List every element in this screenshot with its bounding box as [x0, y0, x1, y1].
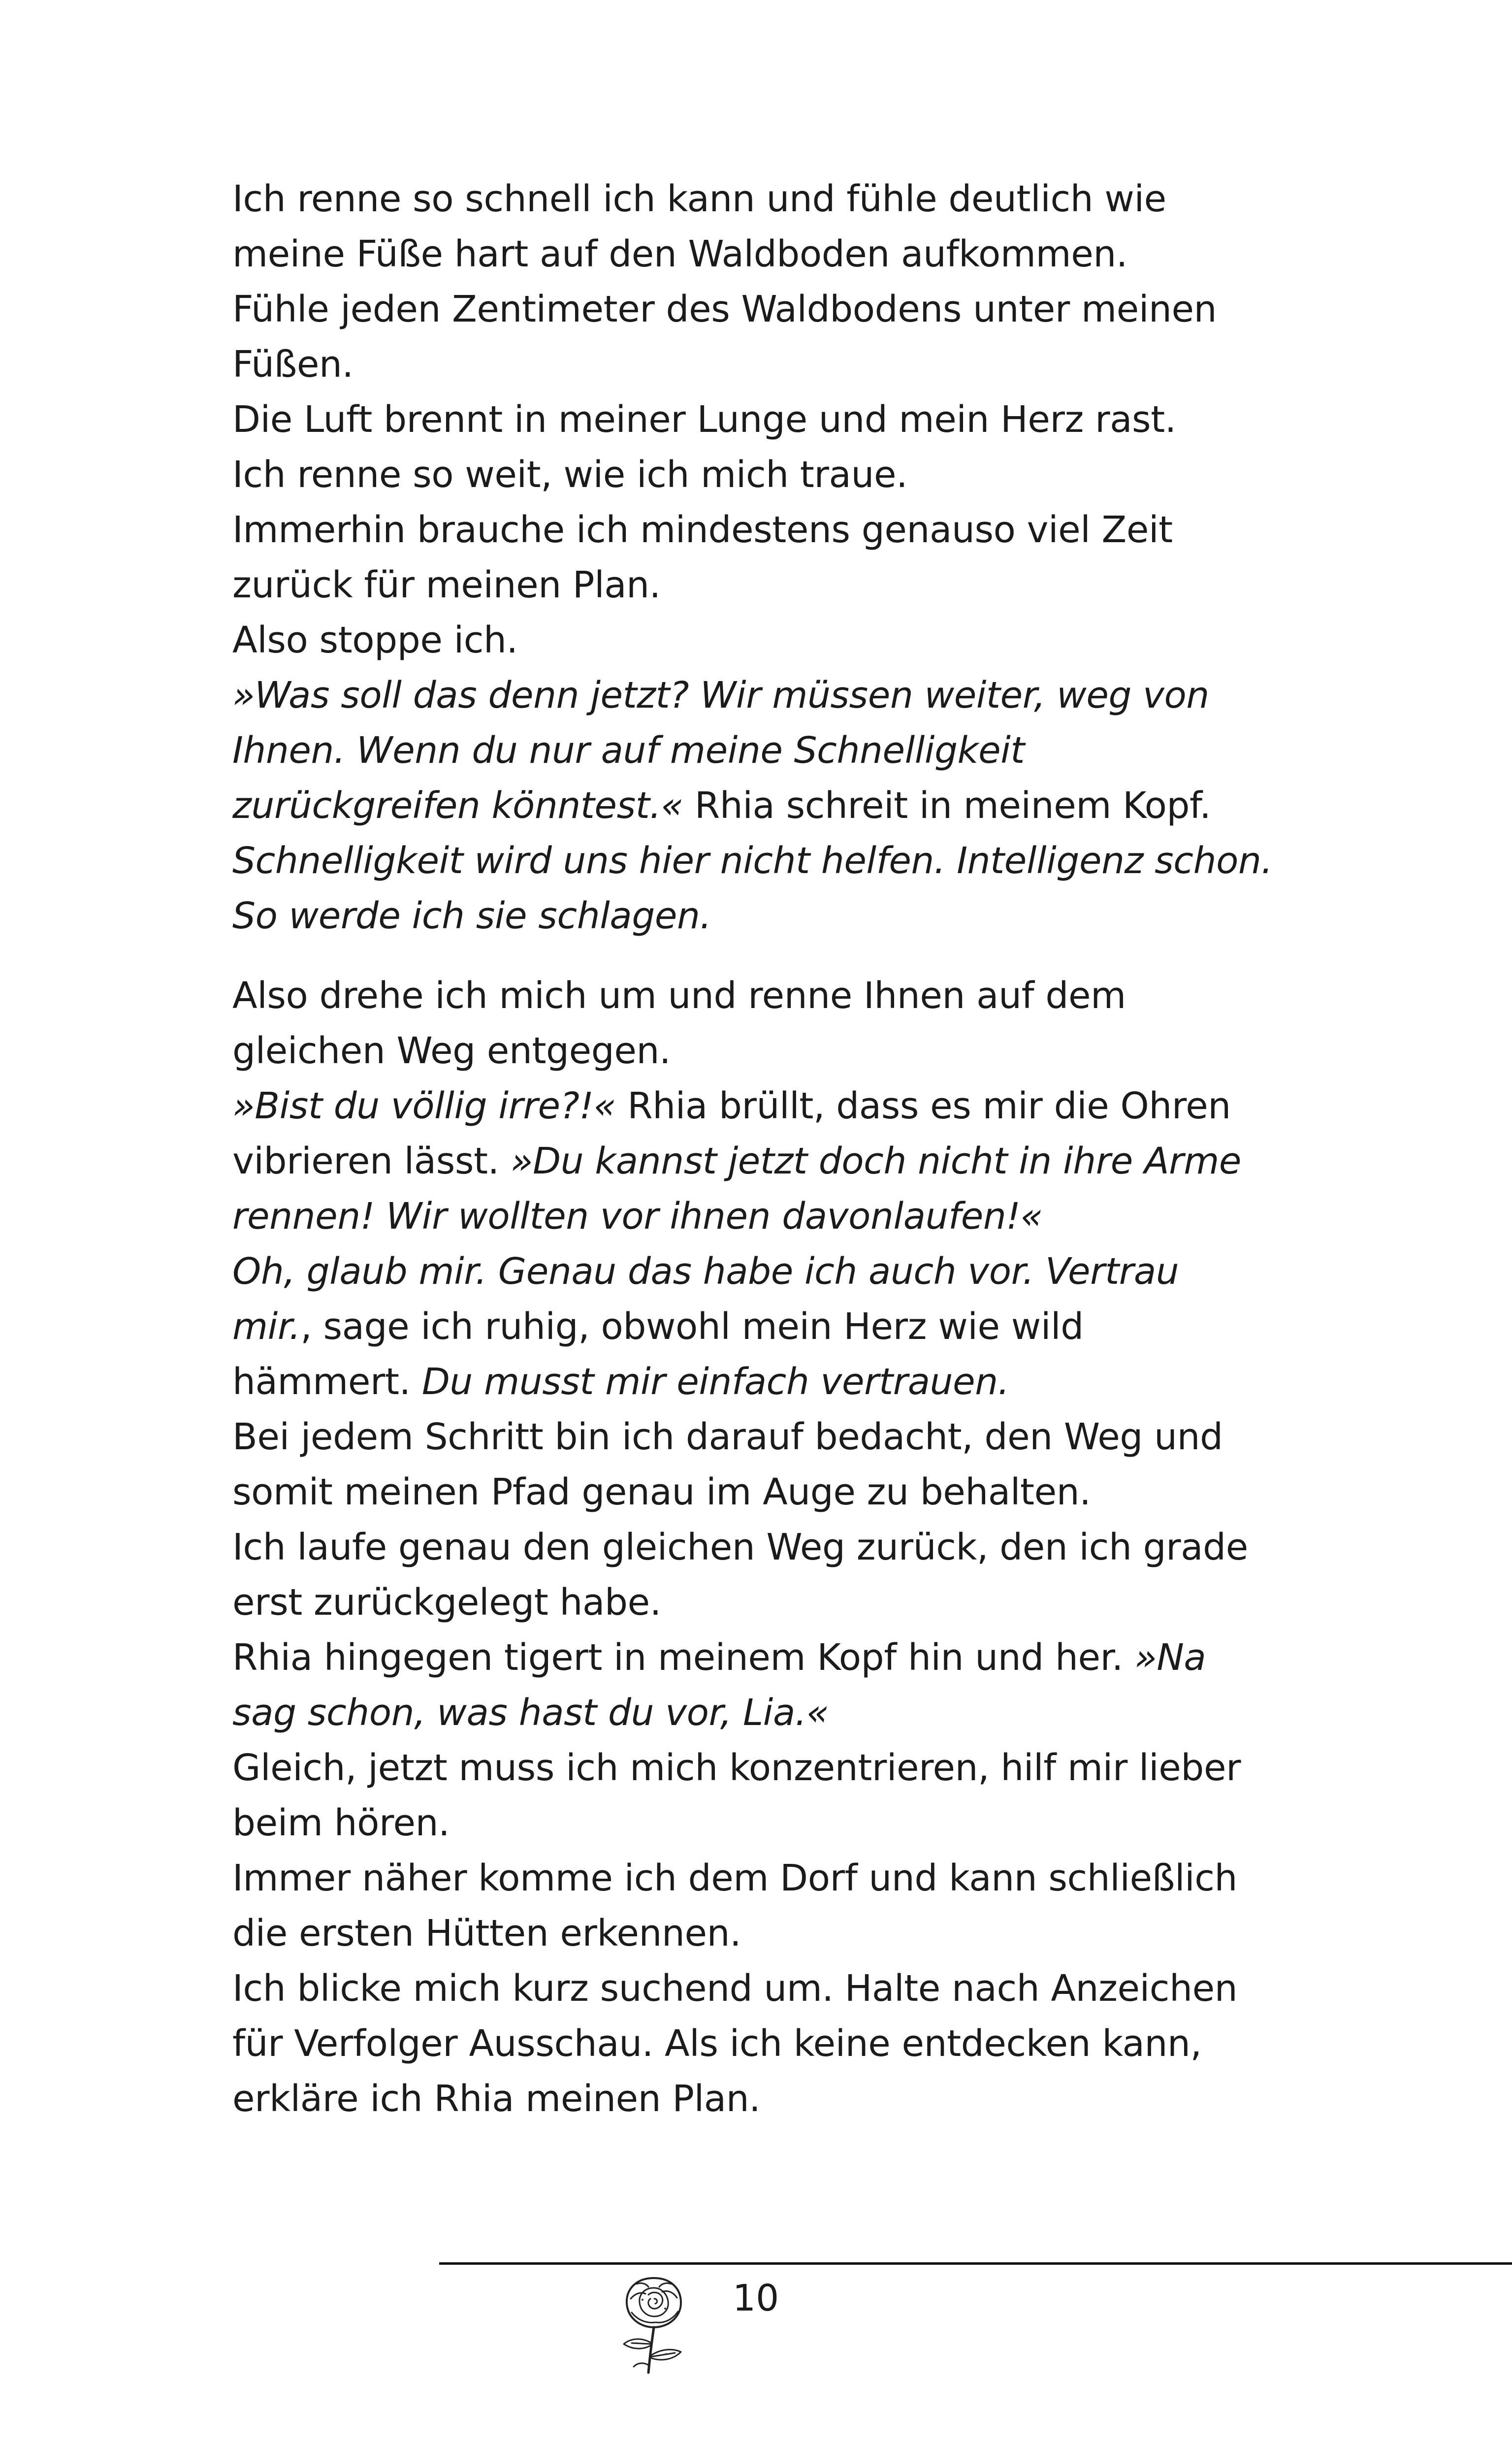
italic-text-segment: Du musst mir einfach vertrauen.: [421, 1361, 1009, 1403]
text-line: [232, 833, 1394, 888]
italic-text-segment: zurückgreifen könntest.«: [232, 784, 683, 827]
italic-text-segment: »Na: [1134, 1636, 1206, 1679]
text-line: [232, 502, 1394, 557]
text-segment: erst zurückgelegt habe.: [232, 1581, 661, 1624]
text-segment: gleichen Weg entgegen.: [232, 1030, 671, 1072]
text-line: [232, 1740, 1394, 1795]
text-segment: Also stoppe ich.: [232, 619, 518, 661]
text-line: [232, 1354, 1394, 1409]
text-segment: Fühle jeden Zentimeter des Waldbodens unter meinen: [232, 288, 1217, 330]
text-segment: Ich renne so schnell ich kann und fühle deutlich wie: [232, 178, 1166, 220]
text-line: [232, 392, 1394, 447]
text-line: [232, 1575, 1394, 1630]
text-line: [232, 447, 1394, 502]
italic-text-segment: sag schon, was hast du vor, Lia.«: [232, 1692, 829, 1734]
text-segment: Ich blicke mich kurz suchend um. Halte nach Anzeichen: [232, 1967, 1238, 2010]
text-line: [232, 1465, 1394, 1520]
text-segment: Also drehe ich mich um und renne Ihnen auf dem: [232, 975, 1126, 1017]
italic-text-segment: Ihnen. Wenn du nur auf meine Schnelligkeit: [232, 729, 1025, 772]
text-segment: erkläre ich Rhia meinen Plan.: [232, 2078, 761, 2120]
page-body-text: [232, 171, 1394, 2126]
text-line: [232, 1134, 1394, 1189]
text-line: [232, 1851, 1394, 1906]
text-line: [232, 723, 1394, 778]
text-line: [232, 337, 1394, 392]
text-segment: zurück für meinen Plan.: [232, 564, 661, 606]
text-line: [232, 613, 1394, 668]
italic-text-segment: So werde ich sie schlagen.: [232, 895, 711, 937]
italic-text-segment: »Was soll das denn jetzt? Wir müssen weiter, weg von: [232, 674, 1209, 717]
text-line: [232, 668, 1394, 723]
text-segment: somit meinen Pfad genau im Auge zu behalten.: [232, 1471, 1091, 1513]
text-line: [232, 2016, 1394, 2071]
text-segment: Ich renne so weit, wie ich mich traue.: [232, 454, 908, 496]
text-line: [232, 888, 1394, 944]
text-line: [232, 1023, 1394, 1078]
paragraph-gap: [232, 944, 1394, 968]
text-line: [232, 1409, 1394, 1465]
page-number: 10: [733, 2277, 779, 2319]
text-segment: hämmert.: [232, 1361, 422, 1403]
text-line: [232, 1795, 1394, 1851]
text-segment: vibrieren lässt.: [232, 1140, 511, 1182]
text-segment: Füßen.: [232, 343, 354, 386]
text-segment: Rhia brüllt, dass es mir die Ohren: [616, 1085, 1231, 1127]
italic-text-segment: Schnelligkeit wird uns hier nicht helfen. Intelligenz schon.: [232, 840, 1273, 882]
text-segment: für Verfolger Ausschau. Als ich keine entdecken kann,: [232, 2022, 1202, 2065]
text-segment: beim hören.: [232, 1802, 450, 1844]
text-segment: Bei jedem Schritt bin ich darauf bedacht, den Weg und: [232, 1416, 1223, 1458]
text-segment: Ich laufe genau den gleichen Weg zurück, den ich grade: [232, 1526, 1248, 1568]
text-segment: Gleich, jetzt muss ich mich konzentrieren, hilf mir lieber: [232, 1747, 1241, 1789]
italic-text-segment: »Bist du völlig irre?!«: [232, 1085, 616, 1127]
italic-text-segment: Oh, glaub mir. Genau das habe ich auch vor. Vertrau: [232, 1250, 1179, 1293]
text-line: [232, 1078, 1394, 1134]
text-line: [232, 968, 1394, 1023]
text-line: [232, 2071, 1394, 2126]
rose-icon: [607, 2269, 701, 2378]
text-segment: meine Füße hart auf den Waldboden aufkommen.: [232, 233, 1127, 275]
text-segment: , sage ich ruhig, obwohl mein Herz wie wild: [300, 1305, 1084, 1348]
text-segment: Rhia schreit in meinem Kopf.: [683, 784, 1211, 827]
italic-text-segment: »Du kannst jetzt doch nicht in ihre Arme: [510, 1140, 1242, 1182]
text-line: [232, 1685, 1394, 1740]
text-line: [232, 227, 1394, 282]
text-line: [232, 171, 1394, 227]
italic-text-segment: rennen! Wir wollten vor ihnen davonlaufen!«: [232, 1195, 1043, 1238]
text-segment: die ersten Hütten erkennen.: [232, 1912, 741, 1954]
text-line: [232, 1244, 1394, 1299]
text-segment: Die Luft brennt in meiner Lunge und mein Herz rast.: [232, 398, 1176, 441]
text-line: [232, 282, 1394, 337]
text-line: [232, 557, 1394, 613]
text-line: [232, 778, 1394, 833]
italic-text-segment: mir.: [232, 1305, 301, 1348]
text-line: [232, 1961, 1394, 2016]
text-line: [232, 1299, 1394, 1354]
text-line: [232, 1520, 1394, 1575]
footer-rule: [232, 2262, 1512, 2265]
text-segment: Immerhin brauche ich mindestens genauso viel Zeit: [232, 509, 1173, 551]
text-line: [232, 1189, 1394, 1244]
text-line: [232, 1906, 1394, 1961]
text-segment: Immer näher komme ich dem Dorf und kann schließlich: [232, 1857, 1238, 1899]
text-line: [232, 1630, 1394, 1685]
text-segment: Rhia hingegen tigert in meinem Kopf hin und her.: [232, 1636, 1135, 1679]
